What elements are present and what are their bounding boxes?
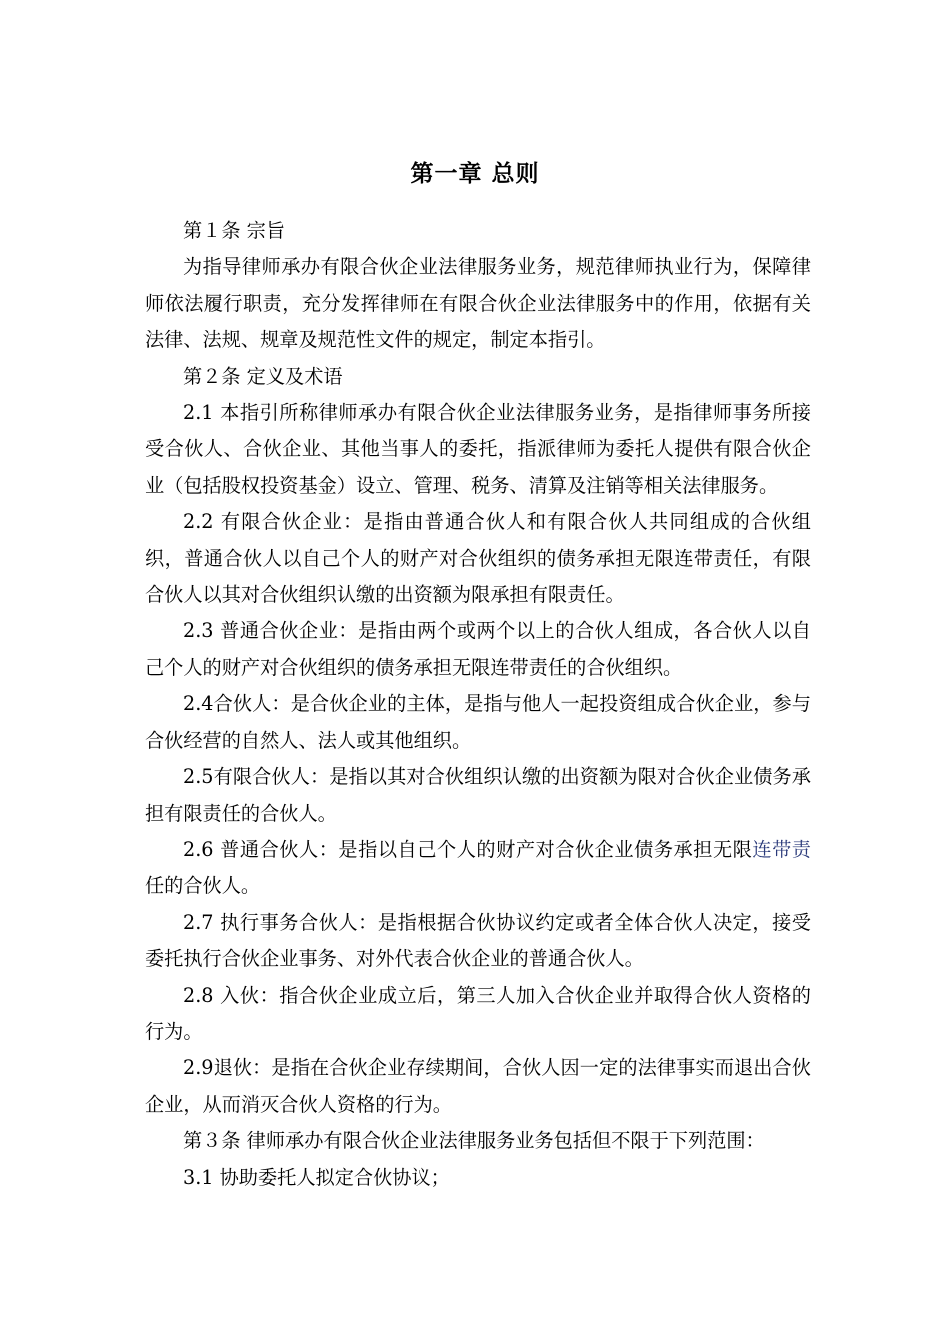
definition-2-2: 2.2 有限合伙企业：是指由普通合伙人和有限合伙人共同组成的合伙组织，普通合伙人以自己个人的财产对合伙组织的债务承担无限连带责任，有限合伙人以其对合伙组织认缴的出资额为限承担有限责任。	[145, 510, 811, 607]
definition-2-3: 2.3 普通合伙企业：是指由两个或两个以上的合伙人组成，各合伙人以自己个人的财产对合伙组织的债务承担无限连带责任的合伙组织。	[145, 619, 811, 679]
definition-2-1: 2.1 本指引所称律师承办有限合伙企业法律服务业务，是指律师事务所接受合伙人、合伙企业、其他当事人的委托，指派律师为委托人提供有限合伙企业（包括股权投资基金）设立、管理、税务、清算及注销等相关法律服务。	[145, 401, 811, 497]
definition-2-6-highlight: 连带责	[752, 837, 811, 861]
article-2-heading: 第２条 定义及术语	[183, 364, 343, 388]
definition-2-7: 2.7 执行事务合伙人：是指根据合伙协议约定或者全体合伙人决定，接受委托执行合伙企业事务、对外代表合伙企业的普通合伙人。	[145, 910, 811, 971]
definition-2-9: 2.9退伙：是指在合伙企业存续期间，合伙人因一定的法律事实而退出合伙企业，从而消灭合伙人资格的行为。	[145, 1056, 811, 1116]
article-1-heading: 第１条 宗旨	[183, 219, 286, 242]
definition-2-6-part-a: 2.6 普通合伙人：是指以自己个人的财产对合伙企业债务承担无限	[183, 837, 753, 861]
chapter-title: 第一章 总则	[410, 161, 540, 187]
article-3-heading: 第３条 律师承办有限合伙企业法律服务业务包括但不限于下列范围：	[183, 1129, 765, 1153]
definition-2-8: 2.8 入伙：指合伙企业成立后，第三人加入合伙企业并取得合伙人资格的行为。	[145, 983, 811, 1043]
definition-2-6-part-c: 任的合伙人。	[145, 874, 261, 898]
definition-2-5: 2.5有限合伙人：是指以其对合伙组织认缴的出资额为限对合伙企业债务承担有限责任的合伙人。	[145, 765, 811, 825]
definition-2-6	[145, 832, 811, 905]
definition-2-4: 2.4合伙人：是合伙企业的主体，是指与他人一起投资组成合伙企业，参与合伙经营的自然人、法人或其他组织。	[145, 692, 811, 752]
document-body	[145, 213, 811, 1196]
item-3-1: 3.1 协助委托人拟定合伙协议；	[183, 1165, 450, 1189]
article-1-text: 为指导律师承办有限合伙企业法律服务业务，规范律师执业行为，保障律师依法履行职责，充分发挥律师在有限合伙企业法律服务中的作用，依据有关法律、法规、规章及规范性文件的规定，制定本指引。	[145, 255, 811, 352]
